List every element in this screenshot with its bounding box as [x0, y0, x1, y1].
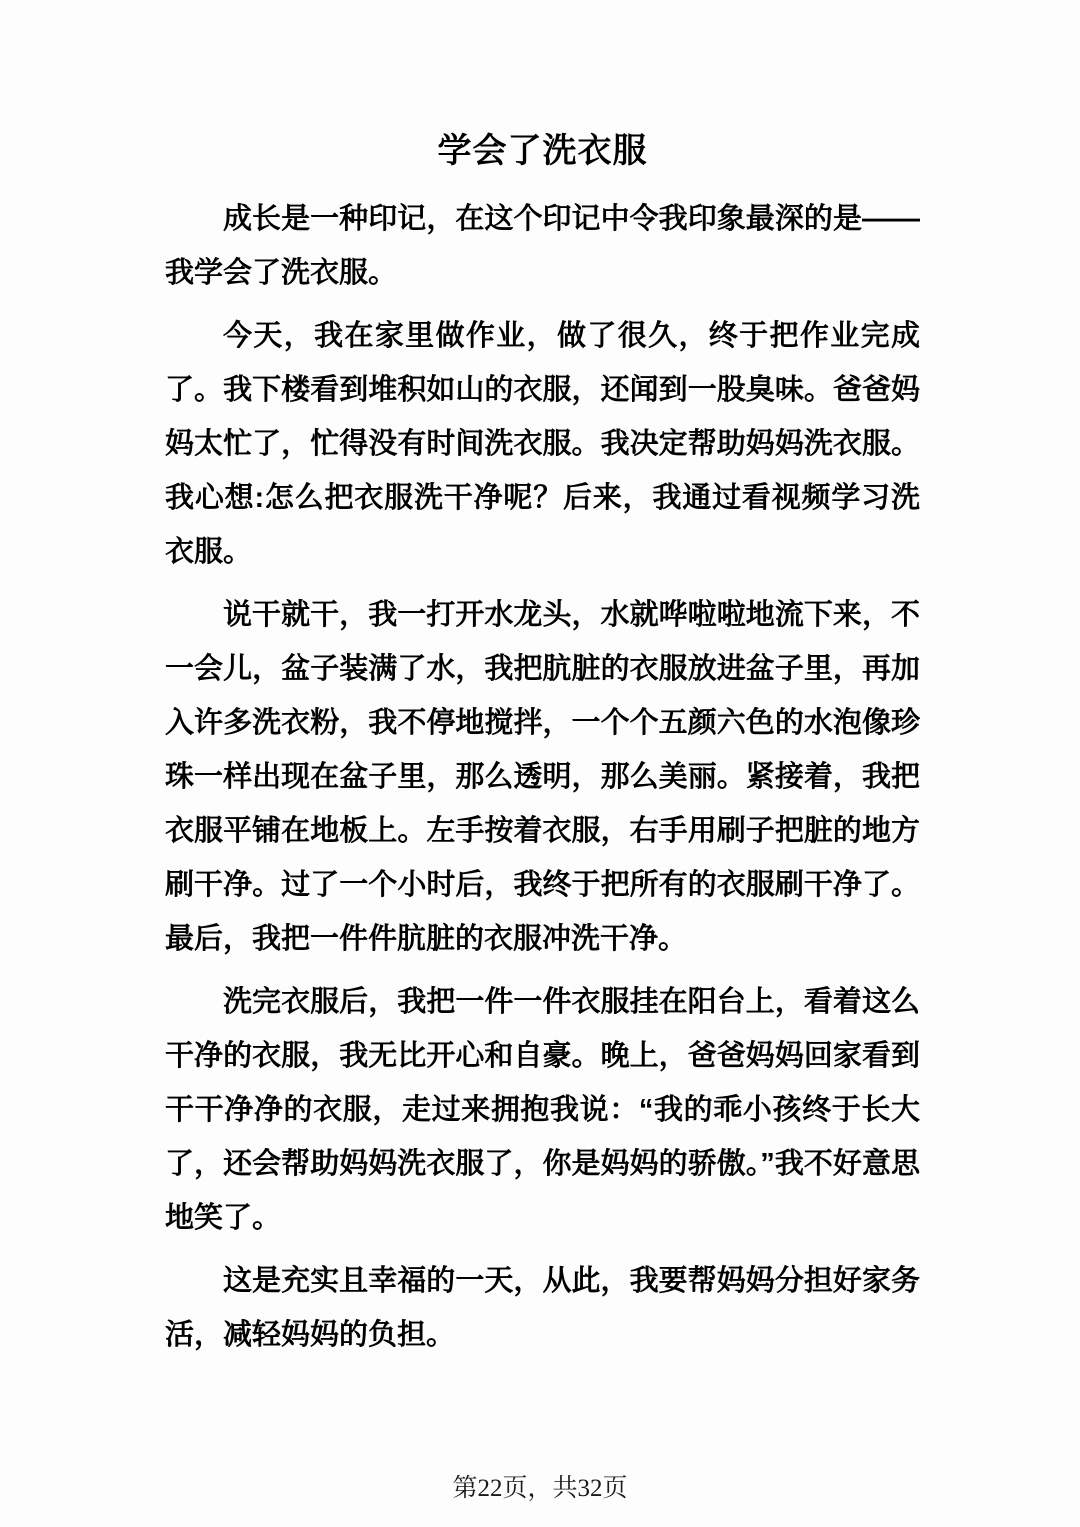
- essay-paragraph-3: 说干就干，我一打开水龙头，水就哗啦啦地流下来，不一会儿，盆子装满了水，我把肮脏的衣服放进盆子里，再加入许多洗衣粉，我不停地搅拌，一个个五颜六色的水泡像珍珠一样出现在盆子里，那么透明，那么美丽。紧接着，我把衣服平铺在地板上。左手按着衣服，右手用刷子把脏的地方刷干净。过了一个小时后，我终于把所有的衣服刷干净了。最后，我把一件件肮脏的衣服冲洗干净。: [165, 599, 920, 955]
- essay-paragraph-2: 今天，我在家里做作业，做了很久，终于把作业完成了。我下楼看到堆积如山的衣服，还闻到一股臭味。爸爸妈妈太忙了，忙得没有时间洗衣服。我决定帮助妈妈洗衣服。我心想:怎么把衣服洗干净呢？后来，我通过看视频学习洗衣服。: [165, 320, 920, 568]
- essay-paragraph-5: 这是充实且幸福的一天，从此，我要帮妈妈分担好家务活，减轻妈妈的负担。: [165, 1265, 920, 1351]
- essay-paragraph-4: 洗完衣服后，我把一件一件衣服挂在阳台上，看着这么干净的衣服，我无比开心和自豪。晚上，爸爸妈妈回家看到干干净净的衣服，走过来拥抱我说：“我的乖小孩终于长大了，还会帮助妈妈洗衣服了，你是妈妈的骄傲。”我不好意思地笑了。: [165, 986, 920, 1234]
- page-number-footer: 第22页，共32页: [452, 1475, 628, 1502]
- essay-title: 学会了洗衣服: [437, 132, 648, 170]
- essay-paragraph-1: 成长是一种印记，在这个印记中令我印象最深的是——我学会了洗衣服。: [165, 203, 920, 289]
